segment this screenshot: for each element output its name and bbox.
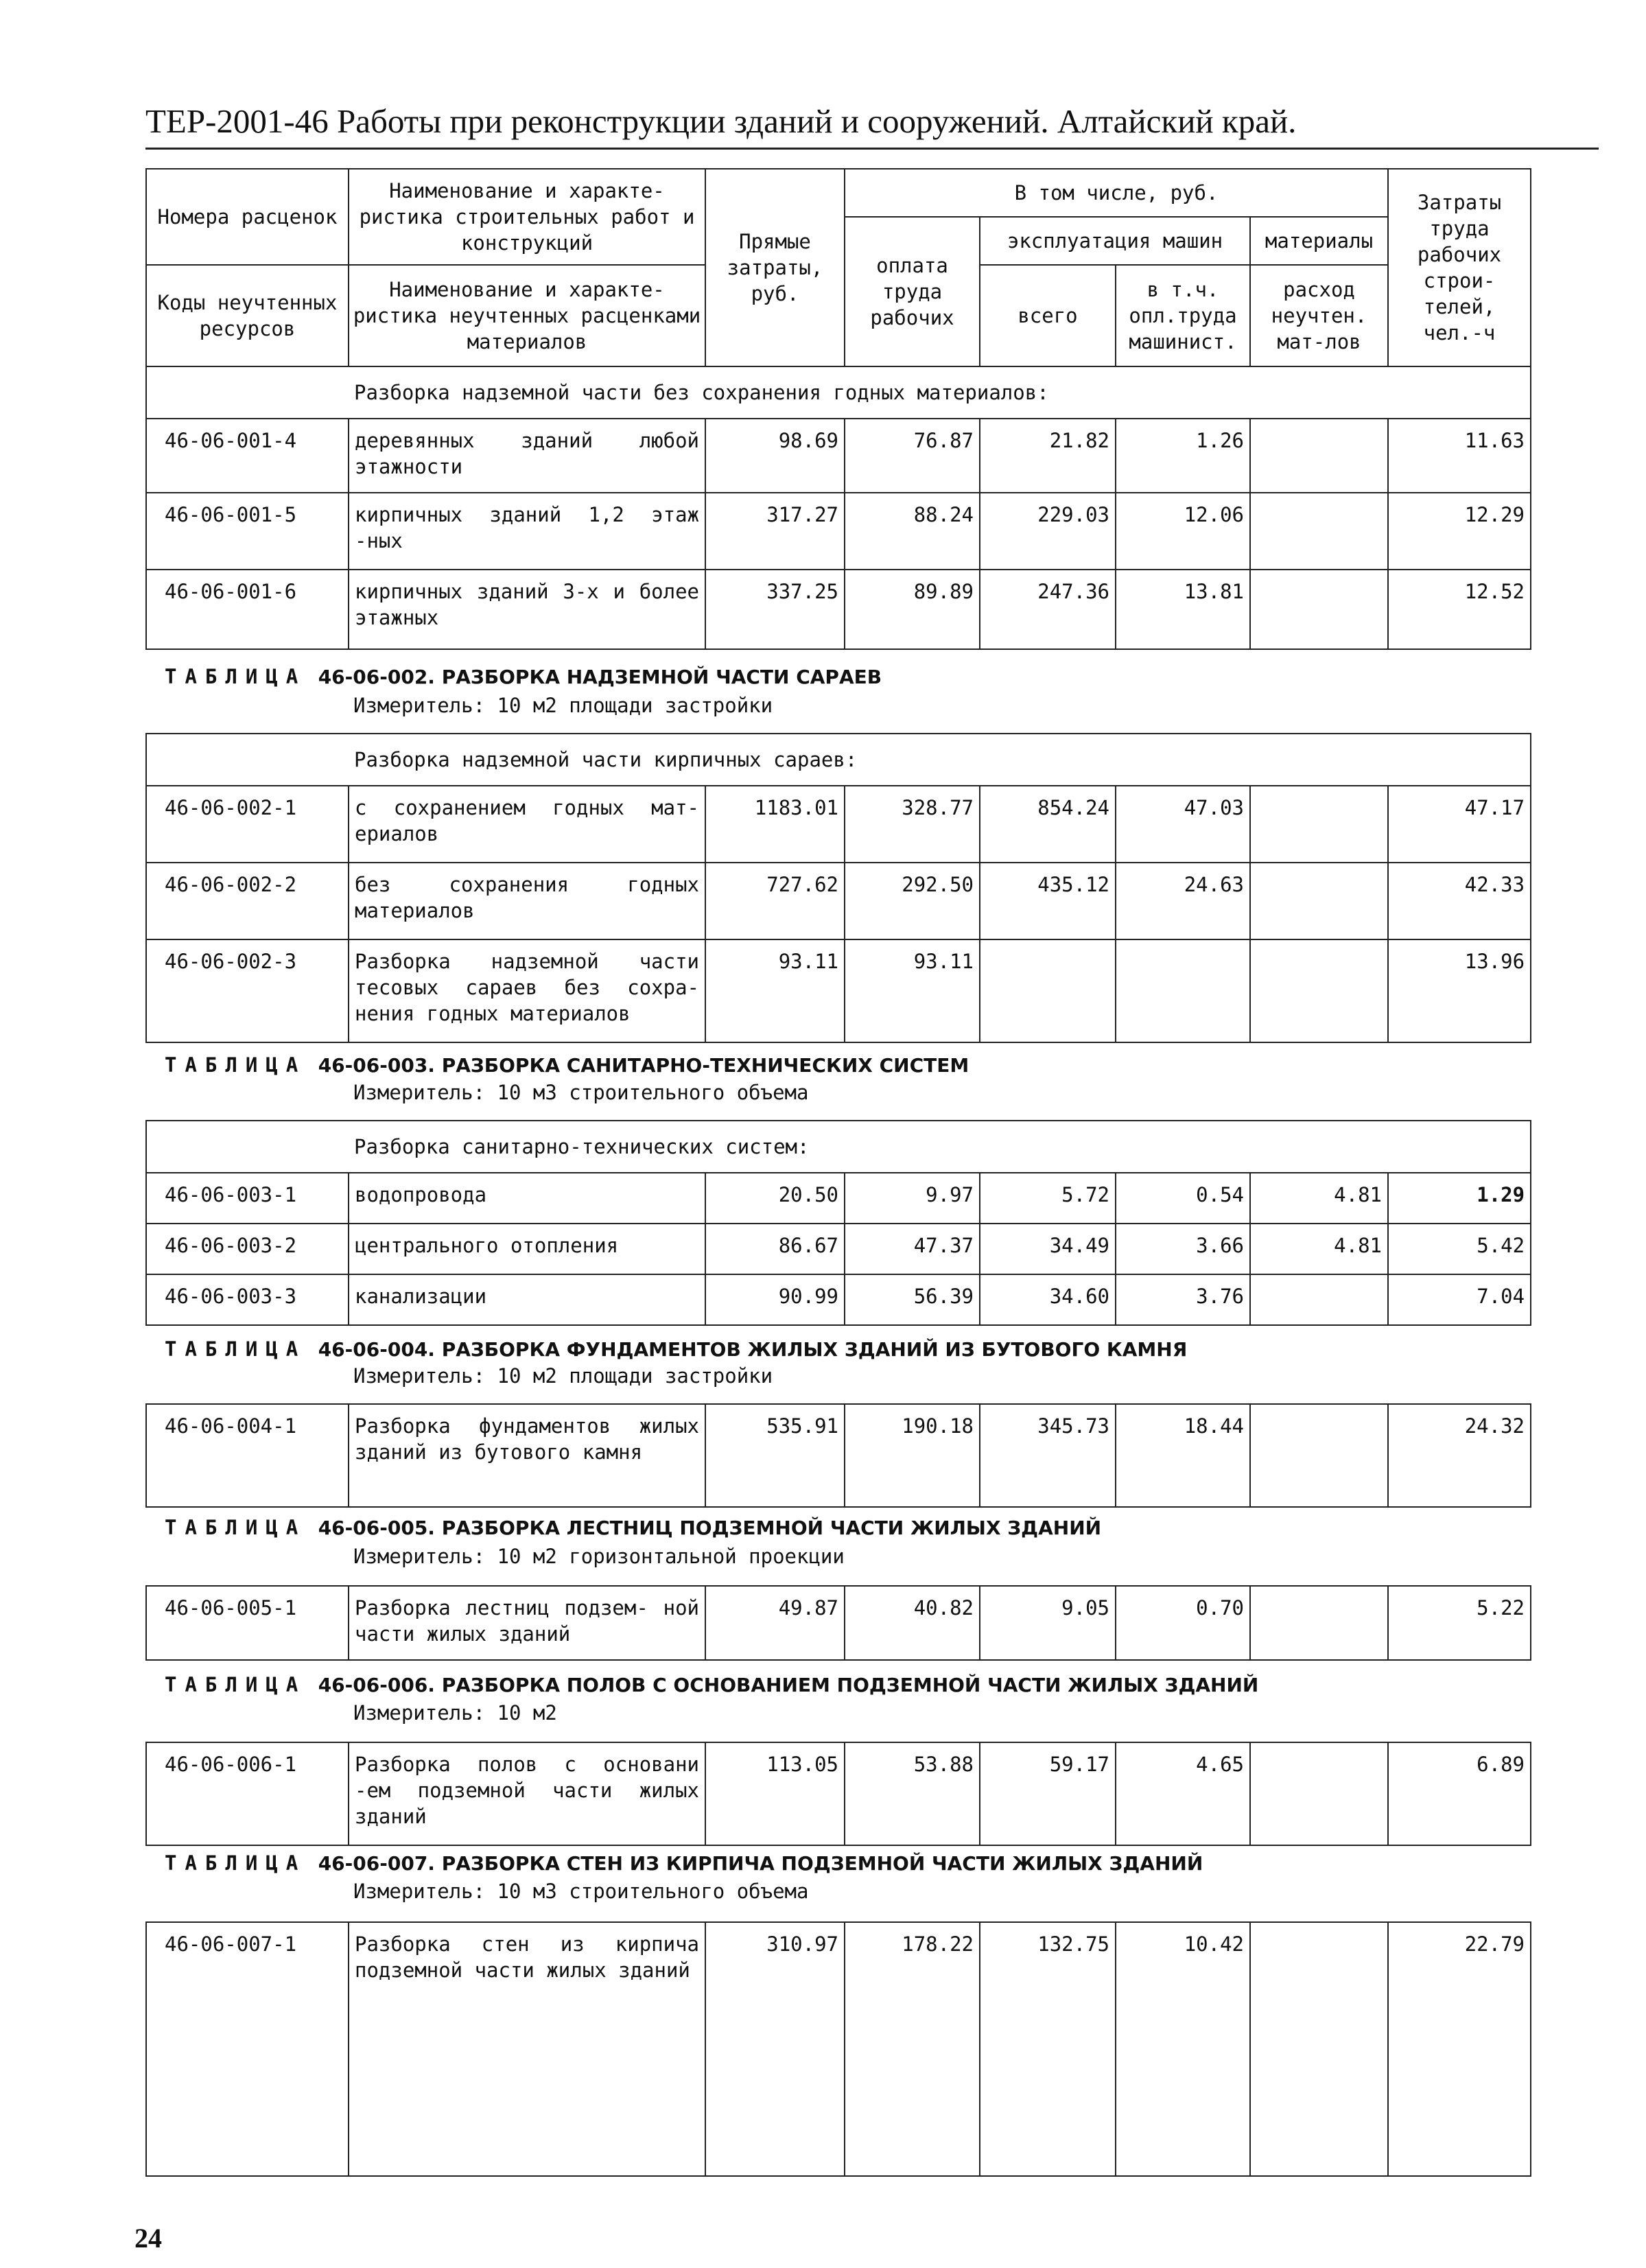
- rate-name: с сохранением годных мат- ериалов: [349, 786, 705, 863]
- table-title: 46-06-006. РАЗБОРКА ПОЛОВ С ОСНОВАНИЕМ ПОДЗЕМНОЙ ЧАСТИ ЖИЛЫХ ЗДАНИЙ: [318, 1674, 1259, 1696]
- materials: 4.81: [1250, 1224, 1388, 1274]
- machines-wages: 12.06: [1116, 493, 1250, 570]
- direct-costs: 337.25: [705, 570, 845, 649]
- machines-total: 854.24: [980, 786, 1116, 863]
- rate-code: 46-06-003-2: [146, 1224, 349, 1274]
- materials: [1250, 1586, 1388, 1660]
- machines-total: 435.12: [980, 863, 1116, 939]
- materials: [1250, 493, 1388, 570]
- labor-costs: 1.29: [1388, 1173, 1531, 1224]
- labor-costs: 13.96: [1388, 939, 1531, 1042]
- table-title: 46-06-005. РАЗБОРКА ЛЕСТНИЦ ПОДЗЕМНОЙ ЧАСТИ ЖИЛЫХ ЗДАНИЙ: [318, 1517, 1102, 1539]
- table-title: 46-06-003. РАЗБОРКА САНИТАРНО-ТЕХНИЧЕСКИХ СИСТЕМ: [318, 1054, 969, 1077]
- machines-wages: 10.42: [1116, 1922, 1250, 2176]
- wages: 89.89: [845, 570, 980, 649]
- rate-code: 46-06-007-1: [146, 1922, 349, 2176]
- rate-code: 46-06-006-1: [146, 1742, 349, 1845]
- rate-name: Разборка надземной части тесовых сараев без сохра- нения годных материалов: [349, 939, 705, 1042]
- labor-costs: 22.79: [1388, 1922, 1531, 2176]
- wages: 76.87: [845, 419, 980, 493]
- table-keyword: ТАБЛИЦА: [165, 1673, 307, 1696]
- machines-total: 247.36: [980, 570, 1116, 649]
- table-caption: [165, 1337, 1187, 1362]
- machines-total: 59.17: [980, 1742, 1116, 1845]
- direct-costs: 113.05: [705, 1742, 845, 1845]
- table-keyword: ТАБЛИЦА: [165, 1053, 307, 1077]
- page-title: ТЕР-2001-46 Работы при реконструкции зданий и сооружений. Алтайский край.: [145, 102, 1297, 140]
- direct-costs: 727.62: [705, 863, 845, 939]
- rate-code: 46-06-003-3: [146, 1274, 349, 1325]
- wages: 47.37: [845, 1224, 980, 1274]
- rates-table-003: [145, 1120, 1531, 1326]
- wages: 9.97: [845, 1173, 980, 1224]
- direct-costs: 49.87: [705, 1586, 845, 1660]
- table-caption: [165, 1672, 1258, 1698]
- materials: [1250, 1404, 1388, 1507]
- materials: 4.81: [1250, 1173, 1388, 1224]
- rates-table-002: [145, 733, 1531, 1043]
- direct-costs: 86.67: [705, 1224, 845, 1274]
- materials: [1250, 1742, 1388, 1845]
- table-title: 46-06-002. РАЗБОРКА НАДЗЕМНОЙ ЧАСТИ САРАЕВ: [318, 666, 882, 688]
- rate-name: Разборка стен из кирпича подземной части жилых зданий: [349, 1922, 705, 2176]
- materials: [1250, 939, 1388, 1042]
- machines-total: 345.73: [980, 1404, 1116, 1507]
- table-caption: [165, 1851, 1203, 1876]
- machines-wages: 0.70: [1116, 1586, 1250, 1660]
- header-materials: материалы: [1250, 217, 1388, 265]
- rate-code: 46-06-003-1: [146, 1173, 349, 1224]
- machines-wages: [1116, 939, 1250, 1042]
- section-heading: Разборка надземной части без сохранения годных материалов:: [146, 366, 1531, 419]
- rates-table-005: [145, 1585, 1531, 1661]
- rate-name: деревянных зданий любой этажности: [349, 419, 705, 493]
- section-heading: Разборка санитарно-технических систем:: [146, 1121, 1531, 1173]
- header-codes: Номера расценок: [146, 169, 349, 265]
- machines-total: 132.75: [980, 1922, 1116, 2176]
- rate-name: Разборка лестниц подзем- ной части жилых зданий: [349, 1586, 705, 1660]
- labor-costs: 12.29: [1388, 493, 1531, 570]
- machines-total: [980, 939, 1116, 1042]
- header-machines-wages: в т.ч. опл.труда машинист.: [1116, 265, 1250, 366]
- wages: 178.22: [845, 1922, 980, 2176]
- direct-costs: 20.50: [705, 1173, 845, 1224]
- labor-costs: 6.89: [1388, 1742, 1531, 1845]
- header-machines-total: всего: [980, 265, 1116, 366]
- header-materials-unaccounted: расход неучтен. мат-лов: [1250, 265, 1388, 366]
- machines-total: 5.72: [980, 1173, 1116, 1224]
- table-title: 46-06-004. РАЗБОРКА ФУНДАМЕНТОВ ЖИЛЫХ ЗДАНИЙ ИЗ БУТОВОГО КАМНЯ: [318, 1338, 1188, 1361]
- section-heading: Разборка надземной части кирпичных сараев:: [146, 734, 1531, 786]
- direct-costs: 535.91: [705, 1404, 845, 1507]
- header-resource-codes: Коды неучтенных ресурсов: [146, 265, 349, 366]
- machines-wages: 3.66: [1116, 1224, 1250, 1274]
- direct-costs: 317.27: [705, 493, 845, 570]
- wages: 328.77: [845, 786, 980, 863]
- rate-name: центрального отопления: [349, 1224, 705, 1274]
- table-measure: Измеритель: 10 м2 горизонтальной проекции: [353, 1545, 845, 1568]
- machines-total: 9.05: [980, 1586, 1116, 1660]
- labor-costs: 42.33: [1388, 863, 1531, 939]
- rate-code: 46-06-001-4: [146, 419, 349, 493]
- rate-code: 46-06-005-1: [146, 1586, 349, 1660]
- rate-name: кирпичных зданий 1,2 этаж -ных: [349, 493, 705, 570]
- rate-code: 46-06-002-3: [146, 939, 349, 1042]
- labor-costs: 5.42: [1388, 1224, 1531, 1274]
- rate-code: 46-06-001-6: [146, 570, 349, 649]
- labor-costs: 24.32: [1388, 1404, 1531, 1507]
- table-title: 46-06-007. РАЗБОРКА СТЕН ИЗ КИРПИЧА ПОДЗЕМНОЙ ЧАСТИ ЖИЛЫХ ЗДАНИЙ: [318, 1852, 1203, 1875]
- rate-code: 46-06-004-1: [146, 1404, 349, 1507]
- labor-costs: 47.17: [1388, 786, 1531, 863]
- table-caption: [165, 664, 882, 690]
- machines-wages: 47.03: [1116, 786, 1250, 863]
- materials: [1250, 570, 1388, 649]
- wages: 88.24: [845, 493, 980, 570]
- header-wages: оплата труда рабочих: [845, 217, 980, 366]
- materials: [1250, 1922, 1388, 2176]
- header-machines: эксплуатация машин: [980, 217, 1250, 265]
- header-labor: Затраты труда рабочих строи- телей, чел.-ч: [1388, 169, 1531, 366]
- direct-costs: 90.99: [705, 1274, 845, 1325]
- wages: 53.88: [845, 1742, 980, 1845]
- direct-costs: 93.11: [705, 939, 845, 1042]
- header-work-name: Наименование и характе- ристика строительных работ и конструкций: [349, 169, 705, 265]
- rate-code: 46-06-002-2: [146, 863, 349, 939]
- rate-name: без сохранения годных материалов: [349, 863, 705, 939]
- rate-name: Разборка фундаментов жилых зданий из бутового камня: [349, 1404, 705, 1507]
- machines-total: 21.82: [980, 419, 1116, 493]
- table-keyword: ТАБЛИЦА: [165, 1851, 307, 1875]
- materials: [1250, 419, 1388, 493]
- rate-name: водопровода: [349, 1173, 705, 1224]
- rates-table-006: [145, 1742, 1531, 1846]
- materials: [1250, 863, 1388, 939]
- machines-wages: 3.76: [1116, 1274, 1250, 1325]
- title-rule: [145, 148, 1599, 150]
- rates-table-004: [145, 1403, 1531, 1508]
- direct-costs: 1183.01: [705, 786, 845, 863]
- rates-table-001: [145, 168, 1531, 650]
- machines-total: 34.49: [980, 1224, 1116, 1274]
- table-caption: [165, 1515, 1101, 1541]
- machines-wages: 24.63: [1116, 863, 1250, 939]
- machines-total: 229.03: [980, 493, 1116, 570]
- labor-costs: 11.63: [1388, 419, 1531, 493]
- table-measure: Измеритель: 10 м2 площади застройки: [353, 1364, 773, 1388]
- machines-wages: 4.65: [1116, 1742, 1250, 1845]
- rate-name: Разборка полов с основани -ем подземной части жилых зданий: [349, 1742, 705, 1845]
- table-measure: Измеритель: 10 м3 строительного объема: [353, 1880, 809, 1903]
- materials: [1250, 786, 1388, 863]
- direct-costs: 310.97: [705, 1922, 845, 2176]
- header-direct-costs: Прямые затраты, руб.: [705, 169, 845, 366]
- wages: 93.11: [845, 939, 980, 1042]
- materials: [1250, 1274, 1388, 1325]
- labor-costs: 5.22: [1388, 1586, 1531, 1660]
- machines-wages: 13.81: [1116, 570, 1250, 649]
- table-measure: Измеритель: 10 м3 строительного объема: [353, 1081, 809, 1104]
- table-keyword: ТАБЛИЦА: [165, 1337, 307, 1361]
- header-including: В том числе, руб.: [845, 169, 1388, 217]
- labor-costs: 7.04: [1388, 1274, 1531, 1325]
- labor-costs: 12.52: [1388, 570, 1531, 649]
- rate-code: 46-06-002-1: [146, 786, 349, 863]
- machines-wages: 0.54: [1116, 1173, 1250, 1224]
- table-measure: Измеритель: 10 м2: [353, 1701, 557, 1725]
- machines-total: 34.60: [980, 1274, 1116, 1325]
- table-measure: Измеритель: 10 м2 площади застройки: [353, 694, 773, 717]
- header-material-name: Наименование и характе- ристика неучтенных расценками материалов: [349, 265, 705, 366]
- wages: 292.50: [845, 863, 980, 939]
- wages: 190.18: [845, 1404, 980, 1507]
- page-number: 24: [134, 2223, 162, 2254]
- rates-table-007: [145, 1921, 1531, 2177]
- wages: 56.39: [845, 1274, 980, 1325]
- rate-name: канализации: [349, 1274, 705, 1325]
- table-keyword: ТАБЛИЦА: [165, 665, 307, 688]
- wages: 40.82: [845, 1586, 980, 1660]
- table-caption: [165, 1053, 969, 1078]
- direct-costs: 98.69: [705, 419, 845, 493]
- rate-code: 46-06-001-5: [146, 493, 349, 570]
- table-keyword: ТАБЛИЦА: [165, 1516, 307, 1539]
- machines-wages: 1.26: [1116, 419, 1250, 493]
- machines-wages: 18.44: [1116, 1404, 1250, 1507]
- rate-name: кирпичных зданий 3-х и более этажных: [349, 570, 705, 649]
